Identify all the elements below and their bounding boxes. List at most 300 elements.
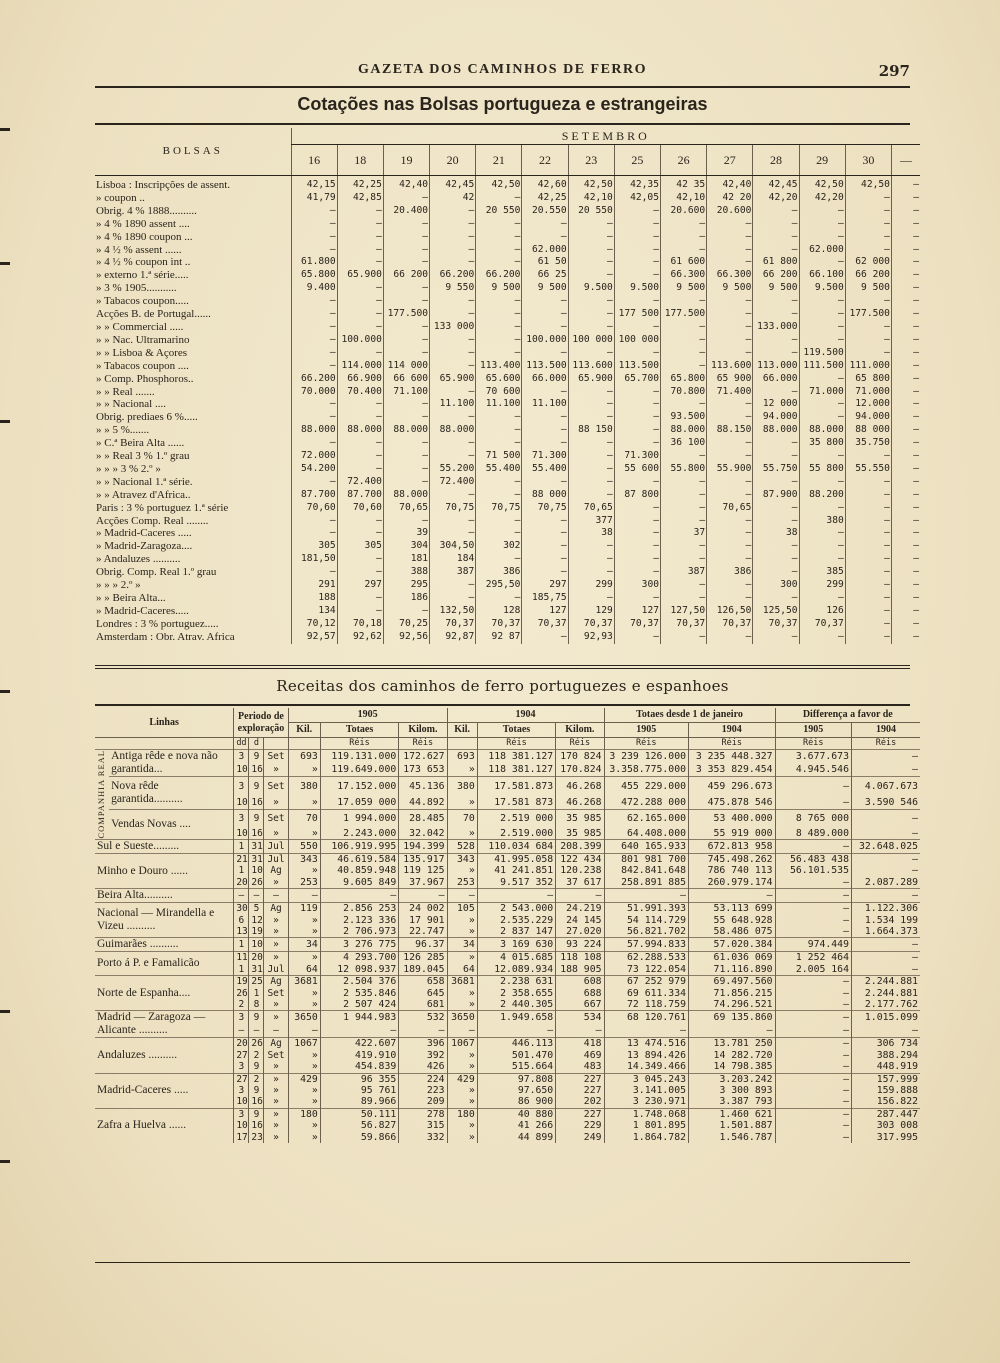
quote-cell: 42,10: [568, 192, 614, 205]
line-name: Norte de Espanha....: [95, 976, 234, 1011]
quote-cell: —: [383, 605, 429, 618]
bolsa-row: [95, 437, 920, 450]
receita-cell: —: [851, 853, 920, 865]
quote-cell: 387: [661, 566, 707, 579]
quote-cell: —: [753, 553, 799, 566]
quote-cell: —: [522, 295, 568, 308]
receita-cell: 46.268: [556, 777, 604, 796]
quote-cell: 62.000: [799, 244, 845, 257]
receita-cell: 446.113: [477, 1038, 555, 1050]
receita-cell: 534: [556, 1011, 604, 1025]
quote-cell: 184: [430, 553, 476, 566]
quote-cell: —: [845, 334, 891, 347]
quote-cell: 177 500: [614, 308, 660, 321]
receita-cell: 1.949.658: [477, 1011, 555, 1025]
receita-cell: 2.519.000: [477, 828, 555, 840]
receita-cell: 119.649.000: [320, 763, 398, 777]
quote-cell: 94.000: [753, 411, 799, 424]
receita-cell: 13.781 250: [689, 1038, 776, 1050]
receita-cell: 2 837 147: [477, 926, 555, 938]
quote-cell: 291: [291, 579, 337, 592]
security-label: » 4 % 1890 assent ....: [96, 217, 190, 230]
receita-cell: »: [264, 926, 288, 938]
receita-cell: 483: [556, 1061, 604, 1073]
quote-cell: —: [337, 295, 383, 308]
quote-cell: —: [568, 269, 614, 282]
day-header: 30: [845, 145, 891, 176]
quote-cell: —: [383, 463, 429, 476]
receita-row: [95, 952, 920, 964]
receita-cell: 1.501.887: [689, 1120, 776, 1131]
receita-cell: 71.116.890: [689, 964, 776, 976]
receita-cell: 3.203.242: [689, 1073, 776, 1085]
receita-cell: 515.664: [477, 1061, 555, 1073]
receita-cell: —: [775, 1024, 851, 1038]
receita-cell: 180: [447, 1108, 477, 1120]
receita-cell: 17.581 873: [477, 796, 555, 810]
quote-cell: 20.550: [522, 205, 568, 218]
receita-cell: 2: [249, 1050, 264, 1061]
receita-cell: »: [447, 796, 477, 810]
receita-cell: »: [288, 952, 320, 964]
quote-cell: 65 800: [845, 373, 891, 386]
quote-cell: —: [476, 244, 522, 257]
quote-cell: —: [614, 437, 660, 450]
quote-cell: 377: [568, 515, 614, 528]
security-label: » externo 1.ª série.....: [96, 269, 189, 282]
quote-cell: —: [383, 476, 429, 489]
quote-cell: 70,37: [522, 618, 568, 631]
quote-cell: —: [337, 553, 383, 566]
quote-cell: —: [891, 334, 920, 347]
quote-cell: 177.500: [845, 308, 891, 321]
day-header: 27: [707, 145, 753, 176]
quote-cell: 66.000: [753, 373, 799, 386]
receita-cell: 4 293.700: [320, 952, 398, 964]
receita-cell: 30: [234, 903, 249, 915]
quote-cell: 70,12: [291, 618, 337, 631]
quote-cell: —: [522, 527, 568, 540]
quote-cell: —: [753, 218, 799, 231]
receita-cell: 202: [556, 1096, 604, 1108]
receita-row: [95, 777, 920, 796]
receita-cell: 2 507 424: [320, 999, 398, 1011]
bolsa-row: [95, 176, 920, 192]
quote-cell: —: [891, 527, 920, 540]
quote-cell: —: [568, 218, 614, 231]
receita-cell: 10: [234, 763, 249, 777]
receita-cell: 25: [249, 976, 264, 988]
quote-cell: —: [707, 437, 753, 450]
quote-cell: 70.400: [337, 386, 383, 399]
receita-cell: 13 894.426: [604, 1050, 689, 1061]
quote-cell: 61 50: [522, 256, 568, 269]
quote-cell: —: [707, 527, 753, 540]
security-label: Acções Comp. Real ........: [96, 514, 209, 527]
receita-cell: —: [775, 1085, 851, 1096]
quote-cell: —: [799, 502, 845, 515]
quote-cell: 114 000: [383, 360, 429, 373]
bolsa-row: [95, 527, 920, 540]
unit-cell: Réis: [556, 738, 604, 750]
receita-cell: »: [288, 926, 320, 938]
quote-cell: —: [291, 437, 337, 450]
receita-cell: 9: [249, 777, 264, 796]
quote-cell: —: [522, 631, 568, 644]
quote-cell: 42,50: [799, 176, 845, 192]
receita-cell: 786 740 113: [689, 865, 776, 876]
receita-cell: 380: [447, 777, 477, 796]
receita-cell: »: [447, 999, 477, 1011]
quote-cell: 42: [430, 192, 476, 205]
quote-cell: 299: [799, 579, 845, 592]
quote-cell: —: [291, 347, 337, 360]
quote-cell: —: [753, 334, 799, 347]
quote-cell: 88.150: [707, 424, 753, 437]
receita-cell: »: [288, 988, 320, 999]
quote-cell: 66 25: [522, 269, 568, 282]
quote-cell: —: [337, 231, 383, 244]
quote-cell: —: [661, 592, 707, 605]
quote-cell: —: [799, 231, 845, 244]
quote-cell: 66 200: [383, 269, 429, 282]
quote-cell: —: [337, 566, 383, 579]
quote-cell: 42,35: [614, 176, 660, 192]
quote-cell: —: [891, 437, 920, 450]
receita-cell: 68 120.761: [604, 1011, 689, 1025]
receita-row: [95, 938, 920, 952]
quote-cell: 177.500: [383, 308, 429, 321]
receita-cell: 2.535.229: [477, 915, 555, 926]
receita-cell: —: [320, 1024, 398, 1038]
unit-cell: Réis: [477, 738, 555, 750]
quote-cell: 125,50: [753, 605, 799, 618]
receita-cell: 2.244.881: [851, 976, 920, 988]
quote-cell: 70,37: [661, 618, 707, 631]
divider: [95, 123, 910, 125]
quote-cell: 55.400: [476, 463, 522, 476]
receita-cell: 35 985: [556, 828, 604, 840]
security-label: » » Beira Alta...: [96, 592, 166, 604]
quote-cell: 42,20: [753, 192, 799, 205]
quote-cell: —: [753, 386, 799, 399]
quote-cell: —: [430, 347, 476, 360]
receita-cell: 658: [399, 976, 447, 988]
binding-mark: [0, 690, 10, 693]
quote-cell: 62.000: [522, 244, 568, 257]
quote-cell: —: [799, 295, 845, 308]
receita-cell: 23: [249, 1132, 264, 1143]
day-header: 16: [291, 145, 337, 176]
receita-cell: 3650: [288, 1011, 320, 1025]
quote-cell: —: [337, 437, 383, 450]
quote-cell: —: [753, 592, 799, 605]
quote-cell: —: [753, 566, 799, 579]
quote-cell: 113.500: [522, 360, 568, 373]
receita-cell: 105: [447, 903, 477, 915]
quote-cell: —: [799, 527, 845, 540]
quote-cell: —: [568, 463, 614, 476]
receita-cell: 208.399: [556, 839, 604, 853]
quote-cell: —: [614, 256, 660, 269]
receita-cell: 2 358.655: [477, 988, 555, 999]
quote-cell: —: [661, 502, 707, 515]
quote-cell: 70,60: [337, 502, 383, 515]
quote-cell: —: [614, 566, 660, 579]
quote-cell: 94.000: [845, 411, 891, 424]
receita-cell: 1: [234, 839, 249, 853]
receita-cell: Set: [264, 777, 288, 796]
quote-cell: 92,93: [568, 631, 614, 644]
receita-cell: 10: [249, 938, 264, 952]
security-label: » Madrid-Caceres .....: [96, 527, 192, 540]
quote-cell: —: [383, 192, 429, 205]
quote-cell: —: [799, 321, 845, 334]
receita-cell: 12: [249, 915, 264, 926]
receita-cell: 32.648.025: [851, 839, 920, 853]
binding-mark: [0, 128, 10, 131]
bolsa-row: [95, 618, 920, 631]
quote-cell: 134: [291, 605, 337, 618]
quote-cell: —: [799, 411, 845, 424]
security-label: » » Commercial .....: [96, 320, 184, 333]
quote-cell: 133.000: [753, 321, 799, 334]
receita-cell: 227: [556, 1108, 604, 1120]
quote-cell: 181: [383, 553, 429, 566]
quote-cell: 127: [614, 605, 660, 618]
quote-cell: 111.500: [799, 360, 845, 373]
day-header: 21: [476, 145, 522, 176]
quote-cell: 35 800: [799, 437, 845, 450]
quote-cell: 71.000: [845, 386, 891, 399]
quote-cell: —: [383, 231, 429, 244]
receita-cell: 1.864.782: [604, 1132, 689, 1143]
receita-cell: 550: [288, 839, 320, 853]
receita-cell: 1.460 621: [689, 1108, 776, 1120]
quote-cell: —: [891, 489, 920, 502]
quote-cell: —: [568, 295, 614, 308]
receita-cell: —: [399, 1024, 447, 1038]
quote-cell: —: [476, 321, 522, 334]
quote-cell: 113.600: [707, 360, 753, 373]
receita-cell: 40.859.948: [320, 865, 398, 876]
quote-cell: —: [614, 321, 660, 334]
line-name: Beira Alta..........: [95, 889, 234, 903]
quote-cell: —: [799, 218, 845, 231]
receita-cell: 126 285: [399, 952, 447, 964]
receita-cell: 4.067.673: [851, 777, 920, 796]
quote-cell: 295: [383, 579, 429, 592]
quote-cell: —: [614, 592, 660, 605]
receita-cell: Jul: [264, 839, 288, 853]
receita-cell: 70: [447, 810, 477, 828]
quote-cell: 42,45: [430, 176, 476, 192]
receita-cell: 3.387 793: [689, 1096, 776, 1108]
security-label: Obrig. prediaes 6 %.....: [96, 411, 198, 424]
receita-cell: —: [775, 889, 851, 903]
quote-cell: —: [383, 321, 429, 334]
quote-cell: —: [522, 424, 568, 437]
quote-cell: —: [383, 347, 429, 360]
receita-cell: »: [264, 952, 288, 964]
receita-cell: »: [288, 915, 320, 926]
bolsa-row: [95, 579, 920, 592]
quote-cell: 304,50: [430, 540, 476, 553]
bolsas-header: BOLSAS: [95, 128, 291, 176]
quote-cell: —: [291, 334, 337, 347]
quote-cell: —: [891, 566, 920, 579]
receita-cell: 86 900: [477, 1096, 555, 1108]
quote-cell: —: [799, 553, 845, 566]
receita-cell: »: [264, 1096, 288, 1108]
receita-cell: 74.296.521: [689, 999, 776, 1011]
quote-cell: —: [568, 450, 614, 463]
receita-cell: —: [234, 889, 249, 903]
quote-cell: 70,37: [799, 618, 845, 631]
receita-cell: 3 276 775: [320, 938, 398, 952]
quote-cell: 177.500: [661, 308, 707, 321]
bolsas-body: [95, 176, 920, 644]
receita-cell: 17.152.000: [320, 777, 398, 796]
receita-cell: 44.892: [399, 796, 447, 810]
day-header: 22: [522, 145, 568, 176]
receita-cell: »: [264, 828, 288, 840]
receita-cell: 26: [249, 877, 264, 889]
quote-cell: —: [337, 321, 383, 334]
quote-cell: 88 000: [845, 424, 891, 437]
quote-cell: 9 500: [753, 282, 799, 295]
quote-cell: —: [799, 592, 845, 605]
receita-cell: 278: [399, 1108, 447, 1120]
receita-cell: —: [775, 1038, 851, 1050]
receita-cell: »: [264, 1120, 288, 1131]
receita-cell: »: [447, 988, 477, 999]
quote-cell: 42,15: [291, 176, 337, 192]
quote-cell: —: [707, 308, 753, 321]
receita-cell: 55 919 000: [689, 828, 776, 840]
security-label: » Tabacos coupon.....: [96, 295, 189, 308]
quote-cell: —: [614, 347, 660, 360]
quote-cell: —: [337, 282, 383, 295]
quote-cell: —: [291, 244, 337, 257]
quote-cell: —: [891, 592, 920, 605]
quote-cell: 66.200: [291, 373, 337, 386]
receita-cell: 3: [234, 1011, 249, 1025]
quote-cell: —: [430, 231, 476, 244]
quote-cell: 12.000: [845, 398, 891, 411]
quote-cell: —: [661, 360, 707, 373]
binding-mark: [0, 1010, 10, 1013]
quote-cell: 11.100: [522, 398, 568, 411]
quote-cell: —: [845, 450, 891, 463]
quote-cell: —: [891, 218, 920, 231]
col-kilom: Kilom.: [556, 723, 604, 738]
receita-cell: 119: [288, 903, 320, 915]
quote-cell: 127: [522, 605, 568, 618]
line-name: Andaluzes ..........: [95, 1038, 234, 1073]
quote-cell: —: [845, 205, 891, 218]
receita-cell: —: [851, 810, 920, 828]
receita-cell: 172.627: [399, 750, 447, 764]
security-label: » » Nac. Ultramarino: [96, 333, 190, 346]
receita-cell: —: [775, 796, 851, 810]
quote-cell: 113.400: [476, 360, 522, 373]
receita-cell: 56.827: [320, 1120, 398, 1131]
quote-cell: —: [522, 231, 568, 244]
receita-cell: 119 125: [399, 865, 447, 876]
receita-cell: 4 015.685: [477, 952, 555, 964]
quote-cell: 66 600: [383, 373, 429, 386]
quote-cell: 66.100: [799, 269, 845, 282]
quote-cell: 93.500: [661, 411, 707, 424]
receita-cell: —: [851, 938, 920, 952]
quote-cell: —: [522, 515, 568, 528]
receita-cell: 688: [556, 988, 604, 999]
quote-cell: 35.750: [845, 437, 891, 450]
quote-cell: —: [430, 244, 476, 257]
quote-cell: 128: [476, 605, 522, 618]
receita-cell: —: [775, 877, 851, 889]
quote-cell: 111.000: [845, 360, 891, 373]
col-totaes: Totaes: [320, 723, 398, 738]
receita-cell: 16: [249, 1120, 264, 1131]
quote-cell: —: [707, 398, 753, 411]
quote-cell: 92,57: [291, 631, 337, 644]
receita-cell: 306 734: [851, 1038, 920, 1050]
quote-cell: —: [845, 592, 891, 605]
quote-cell: 88.000: [430, 424, 476, 437]
quote-cell: —: [753, 347, 799, 360]
quote-cell: —: [337, 411, 383, 424]
security-label: » » Real 3 % 1.º grau: [96, 450, 190, 463]
quote-cell: —: [614, 553, 660, 566]
receita-cell: »: [288, 1085, 320, 1096]
receita-cell: 9: [249, 750, 264, 764]
quote-cell: 70,75: [522, 502, 568, 515]
receita-cell: 224: [399, 1073, 447, 1085]
day-header: 25: [614, 145, 660, 176]
receita-cell: —: [264, 889, 288, 903]
quote-cell: —: [383, 450, 429, 463]
receita-cell: 672.813 958: [689, 839, 776, 853]
day-header: 20: [430, 145, 476, 176]
quote-cell: —: [753, 631, 799, 644]
receita-cell: 2.238 631: [477, 976, 555, 988]
receita-cell: 645: [399, 988, 447, 999]
quote-cell: 385: [799, 566, 845, 579]
receita-cell: 31: [249, 964, 264, 976]
receita-cell: —: [775, 1050, 851, 1061]
receita-cell: 13 474.516: [604, 1038, 689, 1050]
quote-cell: —: [291, 295, 337, 308]
quote-cell: —: [707, 540, 753, 553]
quote-cell: 113.500: [614, 360, 660, 373]
security-label: Lisboa : Inscripções de assent.: [96, 179, 231, 191]
quote-cell: —: [661, 540, 707, 553]
quote-cell: —: [291, 411, 337, 424]
receita-cell: 119.131.000: [320, 750, 398, 764]
quote-cell: —: [383, 282, 429, 295]
receita-cell: 53 400.000: [689, 810, 776, 828]
quote-cell: —: [707, 347, 753, 360]
receita-row: [95, 1108, 920, 1120]
quote-cell: —: [891, 631, 920, 644]
quote-cell: —: [430, 386, 476, 399]
quote-cell: —: [614, 527, 660, 540]
quote-cell: —: [568, 244, 614, 257]
quote-cell: —: [799, 334, 845, 347]
receita-cell: 2.087.289: [851, 877, 920, 889]
